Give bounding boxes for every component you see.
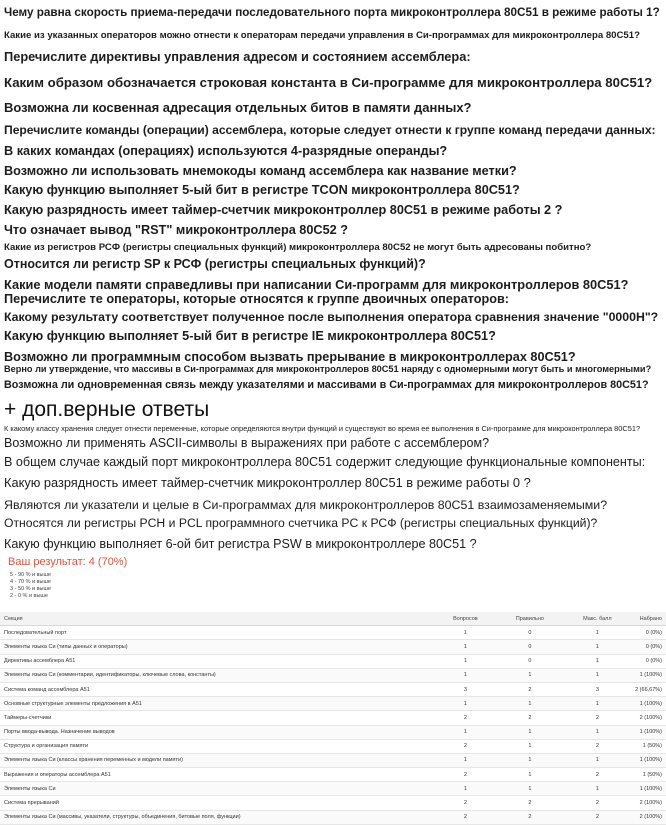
column-header-section: Секция	[0, 612, 435, 626]
cell-questions: 2	[435, 739, 496, 753]
table-row	[0, 682, 666, 696]
cell-scored: 0 (0%)	[631, 626, 666, 640]
cell-scored: 1 (50%)	[631, 768, 666, 782]
cell-max-score: 3	[564, 682, 631, 696]
cell-max-score: 2	[564, 796, 631, 810]
cell-correct: 1	[496, 725, 563, 739]
cell-max-score: 1	[564, 753, 631, 767]
question-text: Возможно ли применять ASCII-символы в выражениях при работе с ассемблером?	[4, 436, 490, 450]
legend-item: 5 - 90 % и выше	[10, 572, 51, 578]
cell-section: Структура и организация памяти	[0, 739, 435, 753]
question-text: Относятся ли регистры PCH и PCL программного счетчика PC к РСФ (регистры специальных функций)?	[4, 516, 598, 530]
question-text: Каким образом обозначается строковая константа в Си-программе для микроконтроллера 80C51?	[4, 75, 653, 90]
cell-correct: 0	[496, 640, 563, 654]
cell-max-score: 1	[564, 626, 631, 640]
table-row	[0, 626, 666, 640]
question-text: В общем случае каждый порт микроконтроллера 80C51 содержит следующие функциональные компоненты:	[4, 455, 646, 469]
cell-section: Основные структурные элементы предложения в A51	[0, 697, 435, 711]
cell-section: Элементы языка Си	[0, 782, 435, 796]
cell-section: Элементы языка Си (типы данных и операторы)	[0, 640, 435, 654]
cell-questions: 1	[435, 697, 496, 711]
cell-correct: 1	[496, 782, 563, 796]
question-text: Возможна ли косвенная адресация отдельных битов в памяти данных?	[4, 100, 472, 115]
cell-questions: 1	[435, 782, 496, 796]
cell-max-score: 1	[564, 697, 631, 711]
cell-section: Директивы ассемблера A51	[0, 654, 435, 668]
column-header-correct: Правильно	[496, 612, 563, 626]
question-text: Какую функцию выполняет 5-ый бит в регистре TCON микроконтроллера 80C51?	[4, 183, 520, 197]
cell-correct: 2	[496, 810, 563, 824]
question-text: Чему равна скорость приема-передачи последовательного порта микроконтроллера 80C51 в режиме работы 1?	[4, 6, 660, 19]
table-row	[0, 654, 666, 668]
cell-section: Элементы языка Си (массивы, указатели, структуры, объединения, битовые поля, функции)	[0, 810, 435, 824]
cell-section: Выражения и операторы ассемблера A51	[0, 768, 435, 782]
cell-scored: 2 (100%)	[631, 796, 666, 810]
cell-max-score: 2	[564, 768, 631, 782]
question-text: Перечислите команды (операции) ассемблера, которые следует отнести к группе команд передачи данных:	[4, 123, 656, 137]
question-text: Какие из указанных операторов можно отнести к операторам передачи управления в Си-программах для микроконтроллера 80C51?	[4, 30, 640, 41]
cell-max-score: 2	[564, 810, 631, 824]
legend-item: 3 - 50 % и выше	[10, 586, 51, 592]
legend-item: 2 - 0 % и выше	[10, 593, 48, 599]
question-text: Какие из регистров РСФ (регистры специальных функций) микроконтроллера 80C52 не могут быть адресованы побитно?	[4, 242, 592, 253]
cell-scored: 1 (100%)	[631, 668, 666, 682]
cell-scored: 2 (66,67%)	[631, 682, 666, 696]
cell-section: Последовательный порт	[0, 626, 435, 640]
cell-questions: 2	[435, 768, 496, 782]
legend-item: 4 - 70 % и выше	[10, 579, 51, 585]
cell-correct: 2	[496, 682, 563, 696]
table-row	[0, 739, 666, 753]
cell-questions: 1	[435, 640, 496, 654]
question-text: Какие модели памяти справедливы при написании Си-программ для микроконтроллеров 80C51?	[4, 277, 629, 292]
cell-section: Элементы языка Си (комментарии, идентификаторы, ключевые слова, константы)	[0, 668, 435, 682]
cell-section: Система команд ассемблера A51	[0, 682, 435, 696]
question-text: Перечислите директивы управления адресом и состоянием ассемблера:	[4, 49, 471, 64]
table-row	[0, 725, 666, 739]
cell-correct: 1	[496, 739, 563, 753]
cell-questions: 3	[435, 682, 496, 696]
table-row	[0, 810, 666, 824]
cell-correct: 1	[496, 753, 563, 767]
table-header-row	[0, 612, 666, 626]
question-text: К какому классу хранения следует отнести переменные, которые определяются внутри функций и существуют во время ее выполнения в Си-программе для микроконтроллера 80C51?	[4, 424, 641, 433]
cell-scored: 1 (50%)	[631, 739, 666, 753]
table-row	[0, 668, 666, 682]
question-text: Относится ли регистр SP к РСФ (регистры специальных функций)?	[4, 257, 426, 271]
cell-scored: 1 (100%)	[631, 725, 666, 739]
question-text: Верно ли утверждение, что массивы в Си-программах для микроконтроллеров 80C51 наряду с одномерными могут быть и многомерными?	[4, 364, 652, 374]
cell-scored: 2 (100%)	[631, 810, 666, 824]
cell-section: Порты ввода-вывода. Назначение выводов	[0, 725, 435, 739]
cell-questions: 1	[435, 725, 496, 739]
cell-max-score: 1	[564, 725, 631, 739]
question-text: Являются ли указатели и целые в Си-программах для микроконтроллеров 80C51 взаимозаменяемыми?	[4, 498, 608, 512]
cell-correct: 1	[496, 668, 563, 682]
cell-section: Система прерываний	[0, 796, 435, 810]
column-header-questions: Вопросов	[435, 612, 496, 626]
cell-correct: 1	[496, 697, 563, 711]
table-row	[0, 782, 666, 796]
table-row	[0, 640, 666, 654]
question-text: Что означает вывод "RST" микроконтроллера 80C52 ?	[4, 223, 348, 237]
cell-correct: 0	[496, 654, 563, 668]
question-text: Какую разрядность имеет таймер-счетчик микроконтроллер 80C51 в режиме работы 2 ?	[4, 203, 563, 217]
cell-correct: 1	[496, 768, 563, 782]
cell-max-score: 1	[564, 782, 631, 796]
column-header-max-score: Макс. балл	[564, 612, 631, 626]
grade-legend	[10, 572, 51, 600]
table-row	[0, 753, 666, 767]
question-text: Какую функцию выполняет 5-ый бит в регистре IE микроконтроллера 80C51?	[4, 329, 496, 343]
cell-questions: 2	[435, 810, 496, 824]
cell-correct: 2	[496, 711, 563, 725]
cell-max-score: 1	[564, 654, 631, 668]
cell-scored: 0 (0%)	[631, 640, 666, 654]
result-title: Ваш результат: 4 (70%)	[8, 556, 128, 568]
question-text: Какую разрядность имеет таймер-счетчик микроконтроллер 80C51 в режиме работы 0 ?	[4, 475, 531, 490]
question-text: Возможно ли использовать мнемокоды команд ассемблера как название метки?	[4, 164, 517, 178]
cell-scored: 1 (100%)	[631, 753, 666, 767]
question-text: Перечислите те операторы, которые относятся к группе двоичных операторов:	[4, 292, 509, 306]
cell-scored: 1 (100%)	[631, 697, 666, 711]
cell-max-score: 2	[564, 739, 631, 753]
cell-questions: 1	[435, 626, 496, 640]
cell-scored: 2 (100%)	[631, 711, 666, 725]
cell-section: Элементы языка Си (классы хранения переменных и модели памяти)	[0, 753, 435, 767]
table-row	[0, 711, 666, 725]
question-text: Возможна ли одновременная связь между указателями и массивами в Си-программах для микроконтроллеров 80C51?	[4, 379, 649, 391]
cell-section: Таймеры-счетчики	[0, 711, 435, 725]
column-header-scored: Набрано	[631, 612, 666, 626]
cell-questions: 2	[435, 796, 496, 810]
cell-correct: 0	[496, 626, 563, 640]
table-row	[0, 796, 666, 810]
cell-scored: 1 (100%)	[631, 782, 666, 796]
section-separator: + доп.верные ответы	[4, 398, 210, 421]
cell-questions: 1	[435, 753, 496, 767]
table-row	[0, 697, 666, 711]
cell-correct: 2	[496, 796, 563, 810]
cell-questions: 1	[435, 654, 496, 668]
question-text: Какую функцию выполняет 6-ой бит регистра PSW в микроконтроллере 80C51 ?	[4, 537, 477, 551]
question-text: Какому результату соответствует полученное после выполнения оператора сравнения значение "0000H"?	[4, 310, 659, 324]
cell-max-score: 1	[564, 640, 631, 654]
cell-questions: 2	[435, 711, 496, 725]
cell-scored: 0 (0%)	[631, 654, 666, 668]
table-row	[0, 768, 666, 782]
cell-max-score: 1	[564, 668, 631, 682]
cell-questions: 1	[435, 668, 496, 682]
question-text: Возможно ли программным способом вызвать прерывание в микроконтроллерах 80C51?	[4, 350, 576, 364]
cell-max-score: 2	[564, 711, 631, 725]
question-text: В каких командах (операциях) используются 4-разрядные операнды?	[4, 144, 448, 158]
results-table	[0, 612, 666, 825]
